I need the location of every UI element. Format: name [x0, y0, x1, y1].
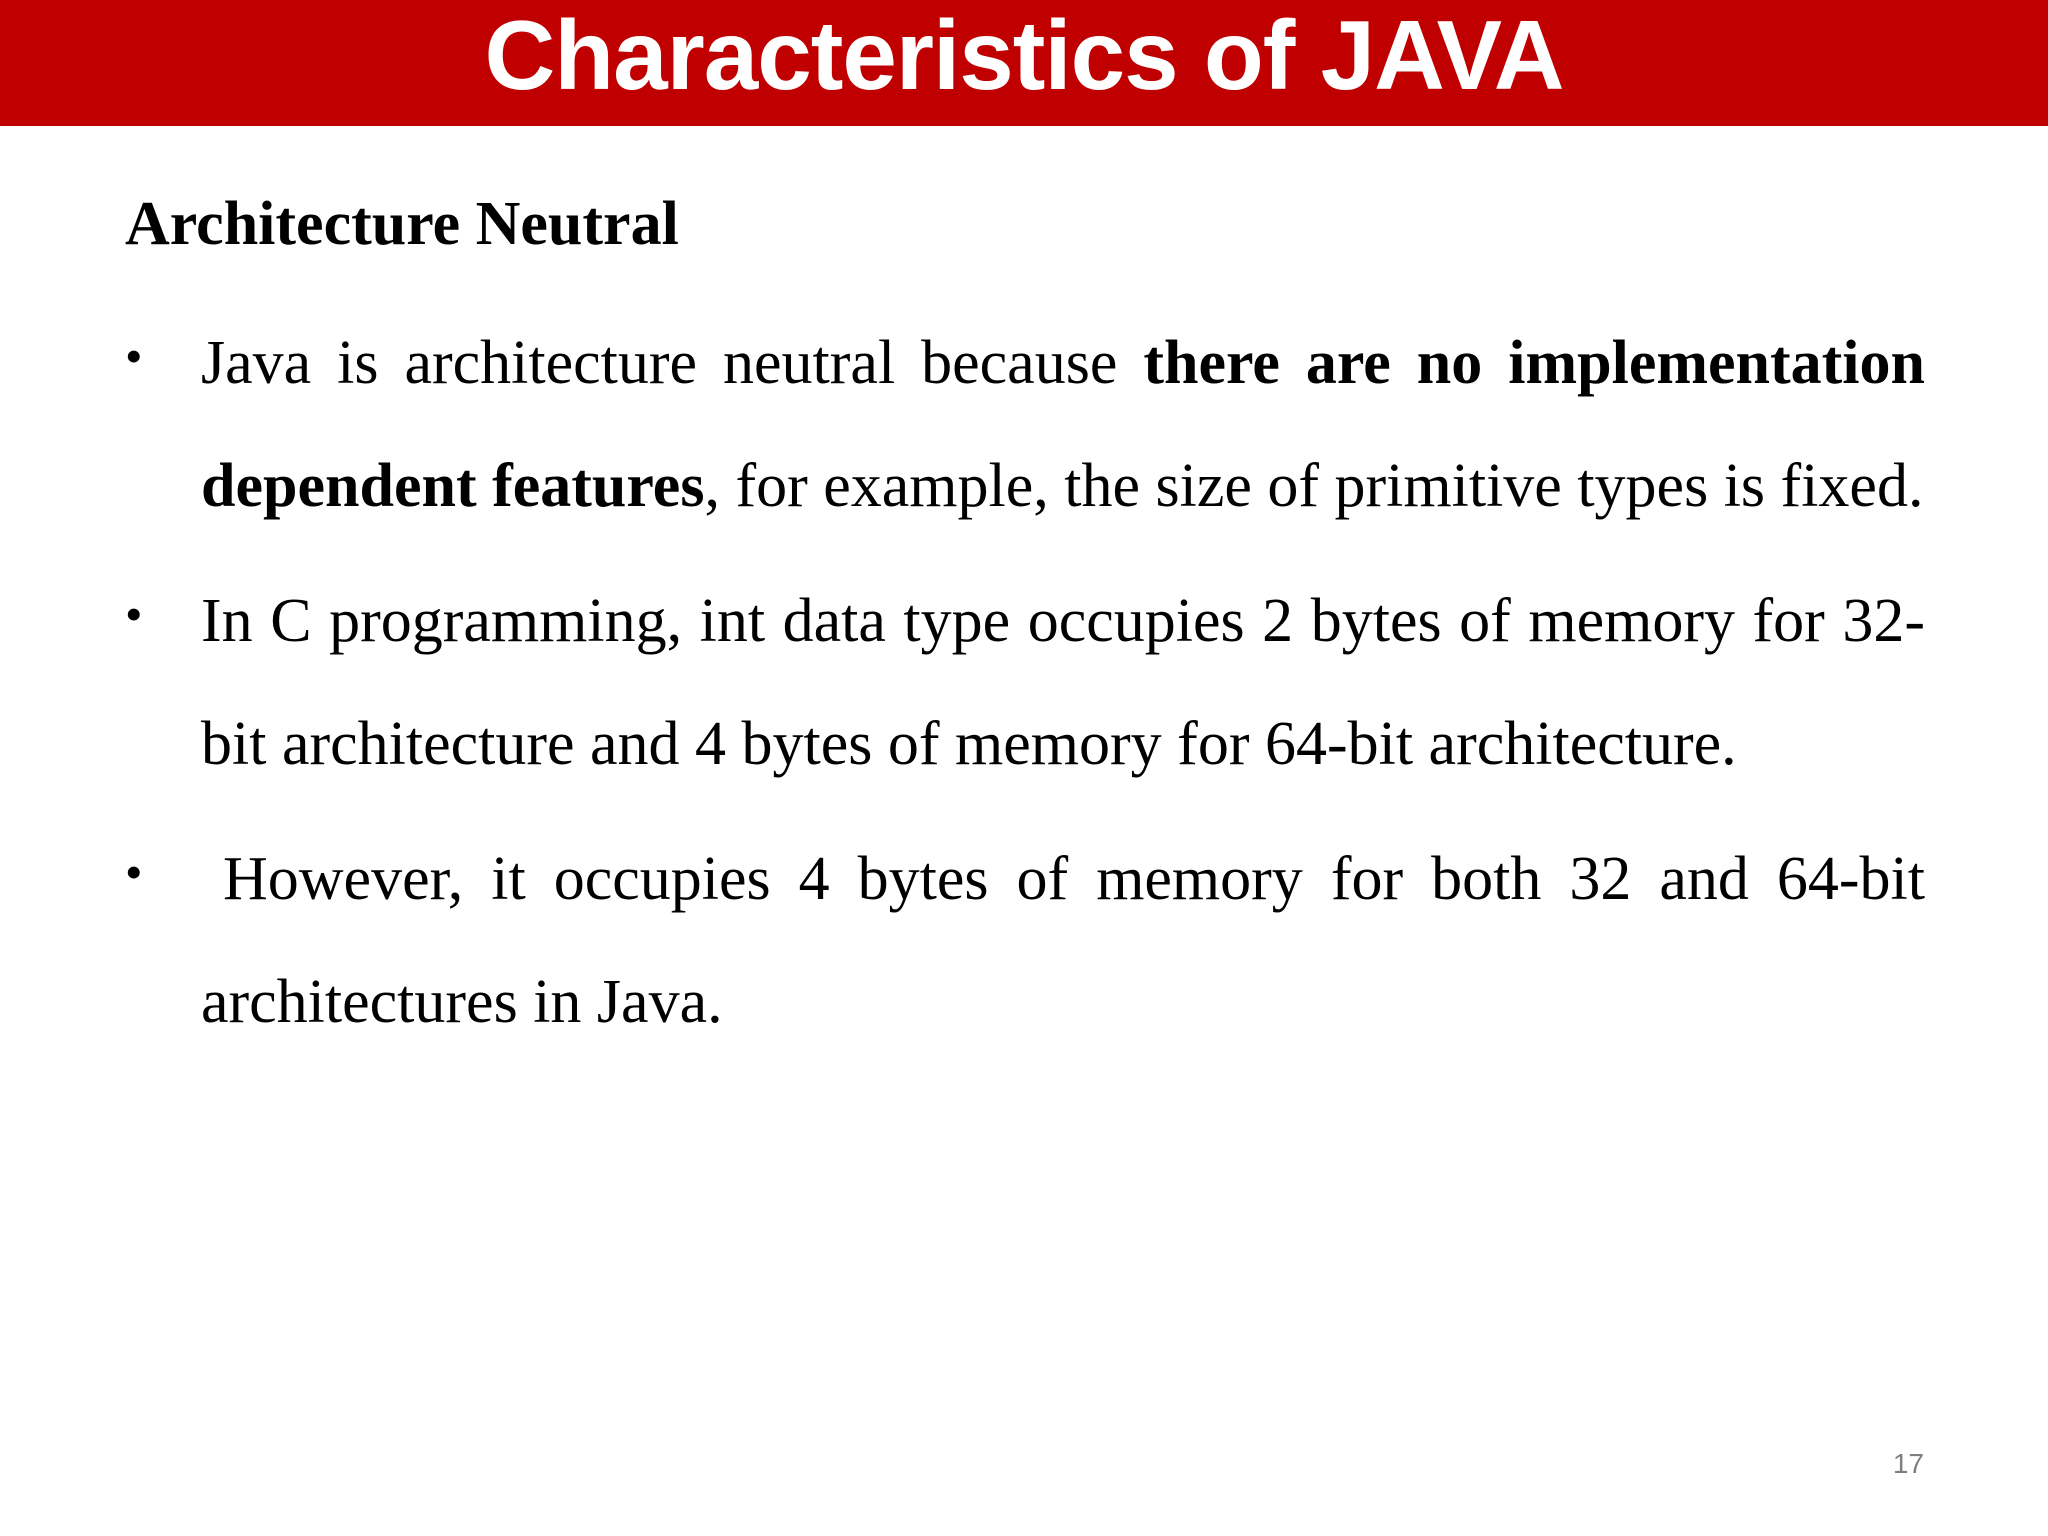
bullet-1-text-end: , for example, the size of primitive types is fixed. — [704, 452, 1924, 520]
bullet-2-text: In C programming, int data type occupies 2 bytes of memory for 32-bit architecture and 4 bytes of memory for 64-bit architecture. — [201, 587, 1925, 778]
bullet-3-text: However, it occupies 4 bytes of memory for both 32 and 64-bit architectures in Java. — [201, 845, 1925, 1036]
bullet-item-1 — [125, 302, 1925, 548]
bullet-list — [125, 302, 1925, 1064]
bullet-1-bold-phrase: there are no implementation dependent features — [201, 329, 1925, 520]
section-heading: Architecture Neutral — [125, 190, 679, 258]
bullet-1-text-start: Java is architecture neutral because — [201, 329, 1144, 397]
slide-title: Characteristics of JAVA — [484, 0, 1564, 110]
bullet-icon: • — [125, 586, 143, 642]
bullet-icon: • — [125, 328, 143, 384]
bullet-item-2 — [125, 560, 1925, 806]
bullet-item-3 — [125, 818, 1925, 1064]
page-number: 17 — [1892, 1448, 1924, 1479]
bullet-icon: • — [125, 844, 143, 900]
title-bar — [0, 0, 2048, 126]
